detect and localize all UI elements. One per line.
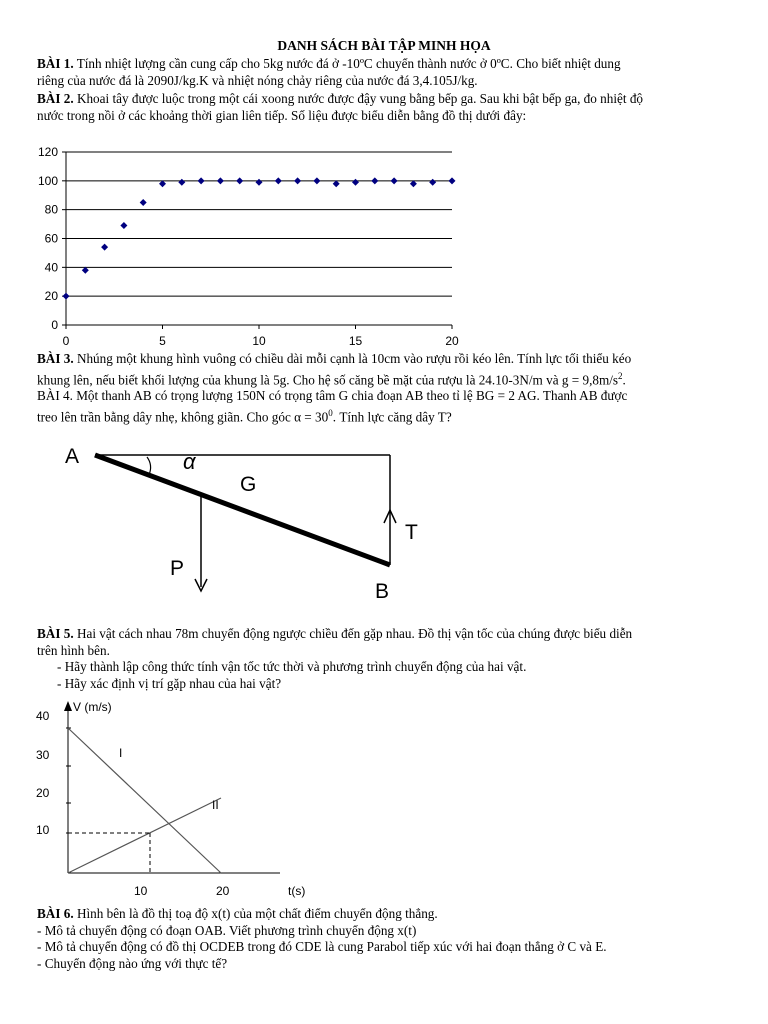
data-point — [352, 179, 359, 186]
data-point — [256, 179, 263, 186]
ytick-40: 40 — [36, 709, 50, 723]
label-a: A — [65, 445, 80, 468]
page-title: DANH SÁCH BÀI TẬP MINH HỌA — [277, 38, 491, 53]
ytick-20: 20 — [36, 786, 50, 800]
data-point — [217, 177, 224, 184]
bai5-paragraph — [37, 626, 737, 692]
data-point — [313, 177, 320, 184]
bai4-sup: 0 — [328, 407, 333, 418]
label-line-ii: II — [212, 798, 219, 812]
xtick-20: 20 — [216, 884, 230, 898]
data-point — [294, 177, 301, 184]
bai2-line1: Khoai tây được luộc trong một cái xoong nước được đậy vung bằng bếp ga. Sau khi bật bếp ga, đo nhiệt độ — [73, 91, 644, 106]
v-axis-arrow-icon — [64, 701, 72, 711]
data-point — [101, 244, 108, 251]
t-label: t(s) — [288, 884, 306, 898]
v-label: V (m/s) — [73, 700, 112, 714]
bai5-label: BÀI 5. — [37, 626, 74, 641]
rod-ab — [95, 455, 390, 565]
bai3-paragraph — [37, 351, 737, 388]
y-tick-label: 80 — [44, 202, 58, 217]
bai4-line2-end: . Tính lực căng dây T? — [332, 408, 452, 424]
bai5-bullet2: - Hãy xác định vị trí gặp nhau của hai vật? — [57, 675, 282, 691]
y-tick-label: 40 — [44, 260, 58, 275]
data-point — [178, 179, 185, 186]
data-point — [275, 177, 282, 184]
bai3-line2-end: . — [622, 371, 626, 387]
bai4-paragraph — [37, 388, 737, 425]
rod-diagram — [55, 435, 435, 610]
data-point — [429, 179, 436, 186]
y-tick-label: 100 — [37, 173, 58, 188]
label-b: B — [375, 580, 390, 603]
label-t: T — [405, 521, 418, 544]
line-i — [68, 728, 221, 873]
label-line-i: I — [119, 746, 123, 760]
bai3-line1: Nhúng một khung hình vuông có chiều dài mỗi cạnh là 10cm vào rượu rồi kéo lên. Tính lực tối thiểu kéo — [73, 351, 632, 366]
bai1-paragraph — [37, 56, 737, 89]
ytick-10: 10 — [36, 823, 50, 837]
bai3-sup: 2 — [618, 370, 623, 381]
data-point — [391, 177, 398, 184]
bai3-line2: khung lên, nếu biết khối lượng của khung là 5g. Cho hệ số căng bề mặt của rượu là 24.10-3N/m và g = 9,8m/s — [37, 371, 619, 387]
data-point — [371, 177, 378, 184]
bai3-label: BÀI 3. — [37, 351, 74, 366]
x-tick-label: 5 — [159, 334, 166, 348]
data-point — [63, 293, 70, 300]
xtick-10: 10 — [134, 884, 148, 898]
velocity-graph — [30, 695, 330, 900]
y-tick-label: 0 — [51, 318, 58, 332]
data-point — [449, 177, 456, 184]
y-tick-label: 20 — [44, 289, 58, 304]
bai1-line1: Tính nhiệt lượng cần cung cấp cho 5kg nước đá ở -10ºC chuyển thành nước ở 0ºC. Cho biết nhiệt dung — [73, 56, 621, 71]
bai2-line2: nước trong nồi ở các khoảng thời gian liên tiếp. Số liệu được biểu diễn bằng đồ thị dưới đây: — [37, 107, 527, 123]
bai6-line4: - Chuyển động nào ứng với thực tế? — [37, 955, 228, 971]
label-alpha: α — [183, 449, 196, 474]
bai5-bullet1: - Hãy thành lập công thức tính vận tốc tức thời và phương trình chuyển động của hai vật. — [57, 659, 527, 674]
x-tick-label: 10 — [252, 334, 266, 348]
y-tick-label: 60 — [44, 231, 58, 246]
x-tick-label: 0 — [62, 334, 70, 348]
data-point — [236, 177, 243, 184]
x-tick-label: 15 — [348, 334, 363, 348]
x-tick-label: 20 — [445, 334, 459, 348]
bai4-line2: treo lên trần bằng dây nhẹ, không giãn. Cho góc α = 30 — [37, 408, 329, 424]
data-point — [120, 222, 127, 229]
bai2-label: BÀI 2. — [37, 91, 74, 106]
y-tick-label: 120 — [37, 145, 58, 159]
data-point — [198, 177, 205, 184]
bai1-line2: riêng của nước đá là 2090J/kg.K và nhiệt nóng chảy riêng của nước đá 3,4.105J/kg. — [37, 72, 478, 88]
ytick-30: 30 — [36, 748, 50, 762]
bai5-line1: Hai vật cách nhau 78m chuyển động ngược chiều đến gặp nhau. Đồ thị vận tốc của chúng được biểu diễn — [73, 626, 633, 641]
bai6-line2: - Mô tả chuyển động có đoạn OAB. Viết phương trình chuyển động x(t) — [37, 922, 417, 938]
bai6-line3: - Mô tả chuyển động có đồ thị OCDEB trong đó CDE là cung Parabol tiếp xúc với hai đoạn thẳng ở C và E. — [37, 939, 607, 954]
bai6-label: BÀI 6. — [37, 906, 74, 921]
label-p: P — [170, 557, 185, 580]
temperature-chart — [20, 140, 470, 355]
label-g: G — [240, 473, 257, 496]
bai6-line1: Hình bên là đồ thị toạ độ x(t) của một chất điểm chuyển động thẳng. — [73, 906, 438, 921]
bai6-paragraph — [37, 906, 737, 972]
bai2-paragraph — [37, 91, 737, 124]
bai5-line2: trên hình bên. — [37, 642, 110, 658]
data-point — [140, 199, 147, 206]
line-ii — [68, 798, 221, 873]
bai1-label: BÀI 1. — [37, 56, 74, 71]
bai4-line1: BÀI 4. Một thanh AB có trọng lượng 150N có trọng tâm G chia đoạn AB theo tỉ lệ BG = 2 AG. Thanh AB được — [37, 388, 628, 403]
